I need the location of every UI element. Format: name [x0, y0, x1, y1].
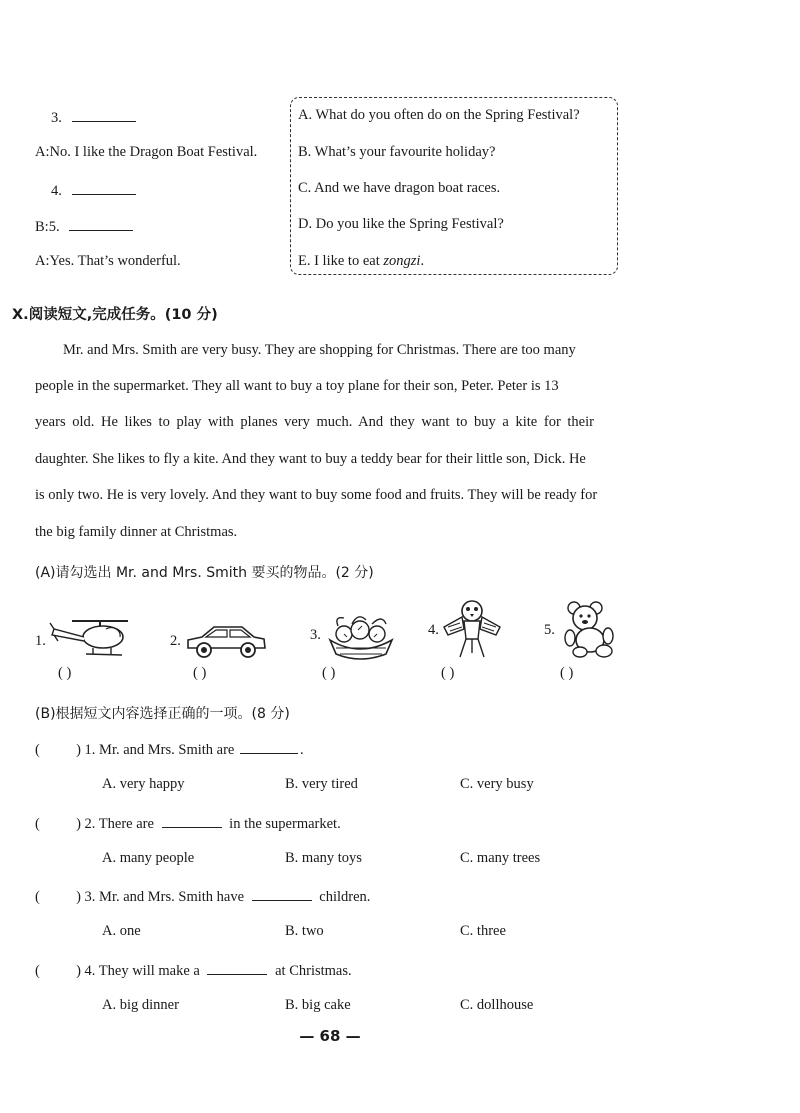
car-icon [184, 620, 268, 662]
option-e-prefix: E. I like to eat [298, 253, 384, 269]
option-e [298, 253, 424, 270]
question-2-choice-a[interactable]: A. many people [102, 850, 195, 866]
option-e-suffix: . [420, 253, 425, 269]
question-2 [35, 813, 341, 833]
dialogue-line-a2: A:Yes. That’s wonderful. [35, 253, 181, 269]
question-1-choice-a[interactable]: A. very happy [102, 776, 185, 792]
teddy-bear-icon [560, 600, 622, 660]
question-2-blank[interactable] [162, 813, 222, 828]
section-heading [12, 303, 218, 324]
fruit-basket-icon [322, 610, 398, 662]
question-1-end: . [300, 742, 304, 758]
question-3-choice-c[interactable]: C. three [460, 923, 506, 939]
page-number: — 68 — [299, 1027, 361, 1045]
part-a-instruction: (A)请勾选出 Mr. and Mrs. Smith 要买的物品。(2 分) [35, 565, 374, 581]
question-4-choice-b[interactable]: B. big cake [285, 997, 351, 1013]
item-4-paren[interactable]: ( ) [441, 665, 455, 681]
passage-line-3: years old. He likes to play with planes very much. And they want to buy a kite for their [35, 414, 594, 430]
question-2-stem: 2. There are [84, 816, 154, 832]
question-1-blank[interactable] [240, 739, 298, 754]
question-2-paren[interactable]: ( ) [35, 816, 81, 832]
item-5-number: 5. [544, 622, 555, 638]
dialogue-b5-label: B:5. [35, 219, 60, 235]
question-3 [35, 886, 370, 906]
passage-line-2: people in the supermarket. They all want to buy a toy plane for their son, Peter. Peter is 13 [35, 378, 559, 394]
item-5-paren[interactable]: ( ) [560, 665, 574, 681]
item-1-number: 1. [35, 633, 46, 649]
question-4-paren[interactable]: ( ) [35, 963, 81, 979]
dialogue-q4 [51, 180, 136, 200]
question-4-choice-a[interactable]: A. big dinner [102, 997, 179, 1013]
option-b: B. What’s your favourite holiday? [298, 144, 496, 160]
item-3-paren[interactable]: ( ) [322, 665, 336, 681]
part-b-instruction: (B)根据短文内容选择正确的一项。(8 分) [35, 706, 290, 722]
question-3-choice-b[interactable]: B. two [285, 923, 324, 939]
dialogue-q4-number: 4. [51, 183, 62, 199]
option-d: D. Do you like the Spring Festival? [298, 216, 504, 232]
passage-line-6: the big family dinner at Christmas. [35, 524, 238, 540]
question-3-end: children. [319, 889, 371, 905]
item-2-paren[interactable]: ( ) [193, 665, 207, 681]
question-2-end: in the supermarket. [229, 816, 341, 832]
passage-line-5: is only two. He is very lovely. And they want to buy some food and fruits. They will be ready for [35, 487, 598, 503]
question-3-blank[interactable] [252, 886, 312, 901]
question-1-choice-b[interactable]: B. very tired [285, 776, 358, 792]
item-4-number: 4. [428, 622, 439, 638]
question-2-choice-c[interactable]: C. many trees [460, 850, 541, 866]
option-c: C. And we have dragon boat races. [298, 180, 501, 196]
section-number: Ⅹ. [12, 307, 29, 323]
dialogue-line-a1: A:No. I like the Dragon Boat Festival. [35, 144, 258, 160]
dialogue-q3-number: 3. [51, 110, 62, 126]
answer-blank-3[interactable] [72, 107, 136, 122]
passage-line-1: Mr. and Mrs. Smith are very busy. They are shopping for Christmas. There are too many [63, 342, 576, 358]
item-1-paren[interactable]: ( ) [58, 665, 72, 681]
question-4-blank[interactable] [207, 960, 267, 975]
dialogue-line-b5 [35, 216, 133, 236]
question-4-choice-c[interactable]: C. dollhouse [460, 997, 534, 1013]
passage-line-4: daughter. She likes to fly a kite. And they want to buy a teddy bear for their little son, Dick. He [35, 451, 586, 467]
question-1-choice-c[interactable]: C. very busy [460, 776, 534, 792]
section-title: 阅读短文,完成任务。(10 分) [28, 307, 218, 323]
question-4-stem: 4. They will make a [84, 963, 200, 979]
question-1 [35, 739, 304, 759]
item-3-number: 3. [310, 627, 321, 643]
dialogue-q3 [51, 107, 136, 127]
question-4 [35, 960, 352, 980]
item-2-number: 2. [170, 633, 181, 649]
answer-blank-4[interactable] [72, 180, 136, 195]
question-3-paren[interactable]: ( ) [35, 889, 81, 905]
question-2-choice-b[interactable]: B. many toys [285, 850, 362, 866]
helicopter-icon [48, 615, 130, 661]
question-1-stem: 1. Mr. and Mrs. Smith are [84, 742, 235, 758]
kite-icon [440, 597, 504, 661]
question-3-choice-a[interactable]: A. one [102, 923, 141, 939]
option-a: A. What do you often do on the Spring Festival? [298, 107, 580, 123]
question-4-end: at Christmas. [275, 963, 352, 979]
question-1-paren[interactable]: ( ) [35, 742, 81, 758]
question-3-stem: 3. Mr. and Mrs. Smith have [84, 889, 245, 905]
answer-blank-5[interactable] [69, 216, 133, 231]
option-e-italic: zongzi [383, 253, 421, 269]
